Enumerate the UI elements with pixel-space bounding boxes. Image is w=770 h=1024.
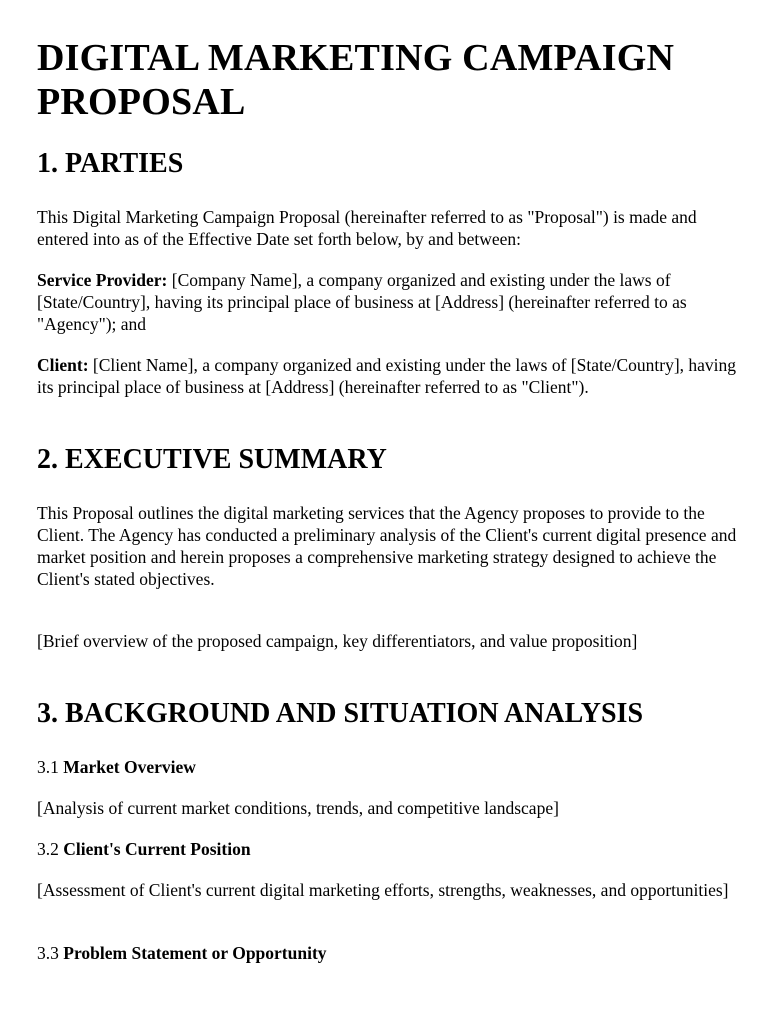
service-provider-paragraph (37, 269, 737, 335)
parties-intro-paragraph: This Digital Marketing Campaign Proposal (hereinafter referred to as "Proposal") is made and entered into as of the Effective Date set forth below, by and between: (37, 207, 697, 249)
client-text: [Client Name], a company organized and existing under the laws of [State/Country], having its principal place of business at [Address] (hereinafter referred to as "Client"). (37, 355, 737, 397)
client-position-placeholder: [Assessment of Client's current digital marketing efforts, strengths, weaknesses, and opportunities] (37, 880, 729, 900)
subsection-number: 3.1 (37, 757, 64, 777)
section-heading-background: 3. BACKGROUND AND SITUATION ANALYSIS (37, 698, 644, 729)
subsection-number: 3.3 (37, 943, 64, 963)
document-title: DIGITAL MARKETING CAMPAIGN PROPOSAL (37, 37, 675, 123)
executive-summary-placeholder: [Brief overview of the proposed campaign, key differentiators, and value proposition] (37, 631, 638, 651)
subsection-problem-statement (37, 942, 327, 964)
executive-summary-paragraph: This Proposal outlines the digital marketing services that the Agency proposes to provide to the Client. The Agency has conducted a preliminary analysis of the Client's current digital presence and market position and herein proposes a comprehensive marketing strategy designed to achieve the Client's stated objectives. (37, 503, 737, 589)
client-label: Client: (37, 355, 89, 375)
subsection-title: Problem Statement or Opportunity (63, 943, 327, 963)
market-overview-placeholder: [Analysis of current market conditions, trends, and competitive landscape] (37, 798, 559, 818)
subsection-number: 3.2 (37, 839, 64, 859)
subsection-title: Market Overview (63, 757, 196, 777)
service-provider-text: [Company Name], a company organized and existing under the laws of [State/Country], having its principal place of business at [Address] (hereinafter referred to as "Agency"); and (37, 270, 687, 334)
subsection-client-position (37, 838, 251, 860)
section-heading-executive-summary: 2. EXECUTIVE SUMMARY (37, 444, 387, 475)
service-provider-label: Service Provider: (37, 270, 168, 290)
subsection-market-overview (37, 756, 196, 778)
client-paragraph (37, 354, 737, 398)
subsection-title: Client's Current Position (63, 839, 251, 859)
section-heading-parties: 1. PARTIES (37, 148, 184, 179)
